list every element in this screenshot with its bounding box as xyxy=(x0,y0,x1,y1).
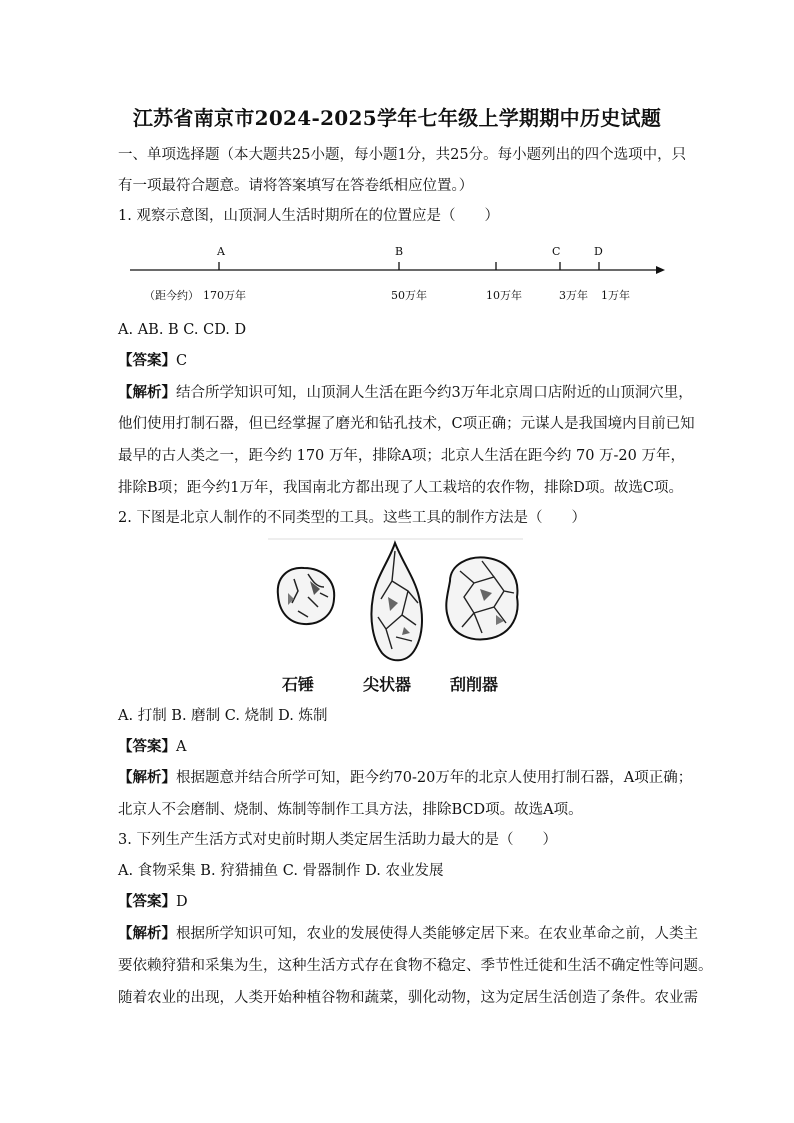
question-2-analysis-line-1: 【解析】根据题意并结合所学可知，距今约70-20万年的北京人使用打制石器，A项正确； xyxy=(118,769,693,786)
timeline-label-1: 1万年 xyxy=(601,289,630,302)
analysis-tag: 【解析】 xyxy=(118,925,176,942)
stone-hammer-image xyxy=(278,568,334,624)
analysis-tag: 【解析】 xyxy=(118,769,176,786)
question-1-options: A. AB. B C. CD. D xyxy=(118,322,247,338)
answer-tag: 【答案】 xyxy=(118,738,176,755)
tool-label-stone-hammer: 石锤 xyxy=(282,675,315,694)
answer-tag: 【答案】 xyxy=(118,893,176,910)
pointed-tool-image xyxy=(371,543,422,660)
question-1-analysis-line-4: 排除B项；距今约1万年，我国南北方都出现了人工栽培的农作物，排除D项。故选C项。 xyxy=(118,480,683,496)
timeline-label-170: 170万年 xyxy=(203,289,246,302)
question-3-analysis-line-3: 随着农业的出现，人类开始种植谷物和蔬菜，驯化动物，这为定居生活创造了条件。农业需 xyxy=(118,990,698,1006)
timeline-diagram xyxy=(125,236,675,306)
timeline-point-b: B xyxy=(395,245,404,258)
page-title: 江苏省南京市2024-2025学年七年级上学期期中历史试题 xyxy=(132,106,662,130)
question-3-analysis-line-2: 要依赖狩猎和采集为生，这种生活方式存在食物不稳定、季节性迁徙和生活不确定性等问题。 xyxy=(118,958,713,974)
question-3-analysis-line-1: 【解析】根据所学知识可知，农业的发展使得人类能够定居下来。在农业革命之前，人类主 xyxy=(118,925,698,942)
answer-value: C xyxy=(176,353,188,369)
analysis-tag: 【解析】 xyxy=(118,384,176,401)
stone-tools-figure xyxy=(268,537,523,697)
timeline-point-d: D xyxy=(594,245,603,258)
timeline-label-50: 50万年 xyxy=(391,289,427,302)
answer-value: D xyxy=(176,894,188,910)
question-3-answer xyxy=(118,892,683,912)
question-1-analysis-line-2: 他们使用打制石器，但已经掌握了磨光和钻孔技术，C项正确；元谋人是我国境内目前已知 xyxy=(118,416,695,432)
tool-label-pointed-tool: 尖状器 xyxy=(363,675,412,694)
question-2-stem: 2. 下图是北京人制作的不同类型的工具。这些工具的制作方法是（ ） xyxy=(118,510,586,526)
question-3-stem: 3. 下列生产生活方式对史前时期人类定居生活助力最大的是（ ） xyxy=(118,832,557,848)
question-1-stem: 1. 观察示意图，山顶洞人生活时期所在的位置应是（ ） xyxy=(118,208,499,224)
answer-tag: 【答案】 xyxy=(118,352,176,369)
question-2-answer xyxy=(118,737,683,757)
scraper-image xyxy=(446,557,517,639)
section-intro-line-2: 有一项最符合题意。请将答案填写在答卷纸相应位置。） xyxy=(118,178,474,194)
timeline-prefix: （距今约） xyxy=(144,289,199,302)
question-2-options: A. 打制 B. 磨制 C. 烧制 D. 炼制 xyxy=(118,708,328,724)
question-1-analysis-line-3: 最早的古人类之一，距今约 170 万年，排除A项；北京人生活在距今约 70 万-20 万年， xyxy=(118,448,685,464)
timeline-arrow xyxy=(656,266,665,274)
timeline-point-a: A xyxy=(217,245,225,258)
section-intro-line-1: 一、单项选择题（本大题共25小题，每小题1分，共25分。每小题列出的四个选项中，只 xyxy=(118,147,687,163)
question-1-answer xyxy=(118,351,683,371)
answer-value: A xyxy=(176,739,187,755)
timeline-label-3: 3万年 xyxy=(559,289,588,302)
question-2-analysis-line-2: 北京人不会磨制、烧制、炼制等制作工具方法，排除BCD项。故选A项。 xyxy=(118,802,583,818)
timeline-point-c: C xyxy=(552,245,561,258)
timeline-label-10: 10万年 xyxy=(486,289,522,302)
question-3-options: A. 食物采集 B. 狩猎捕鱼 C. 骨器制作 D. 农业发展 xyxy=(118,863,444,879)
tool-label-scraper: 刮削器 xyxy=(450,675,499,694)
question-1-analysis-line-1: 【解析】结合所学知识可知，山顶洞人生活在距今约3万年北京周口店附近的山顶洞穴里， xyxy=(118,384,693,401)
